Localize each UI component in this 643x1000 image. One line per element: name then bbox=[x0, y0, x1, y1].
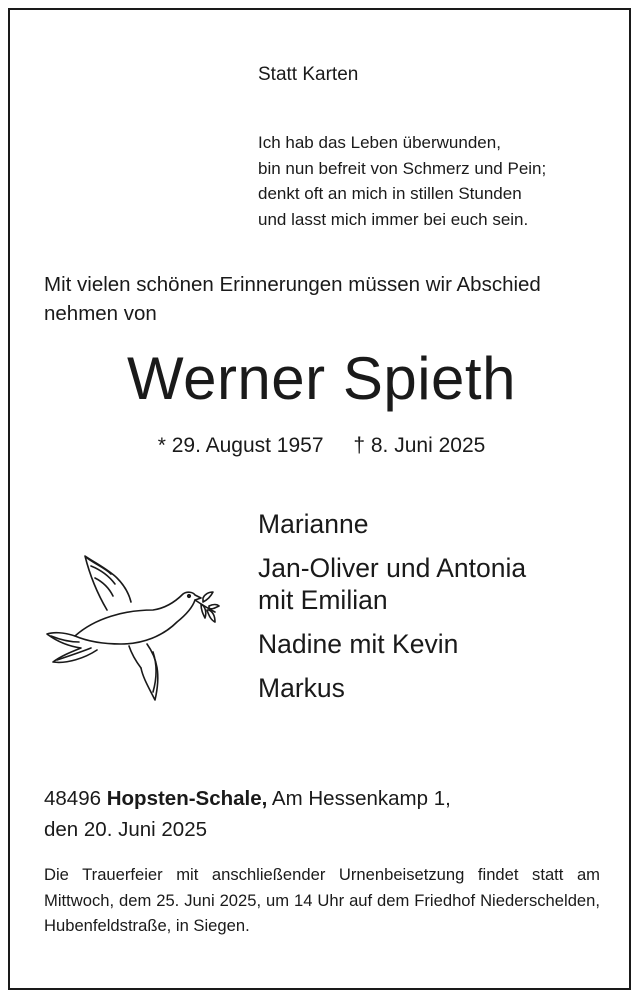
intro-line: Mit vielen schönen Erinnerungen müssen wir Abschied bbox=[44, 273, 541, 296]
date-line: den 20. Juni 2025 bbox=[44, 818, 207, 841]
poem-line: Ich hab das Leben überwunden, bbox=[258, 133, 501, 152]
street-address: Am Hessenkamp 1, bbox=[271, 787, 451, 810]
poem-line: bin nun befreit von Schmerz und Pein; bbox=[258, 158, 547, 178]
dove-with-olive-branch-icon bbox=[45, 548, 220, 708]
intro-line: nehmen von bbox=[44, 302, 157, 325]
mourner-name: Marianne bbox=[258, 509, 369, 539]
address-block bbox=[44, 783, 451, 845]
poem-line: denkt oft an mich in stillen Stunden bbox=[258, 184, 522, 203]
mourner-name: Jan-Oliver und Antonia bbox=[258, 553, 527, 583]
mourner-name: Nadine mit Kevin bbox=[258, 629, 459, 659]
poem bbox=[258, 130, 546, 232]
mourners-list bbox=[258, 508, 526, 704]
mourner-name: Markus bbox=[258, 673, 345, 703]
poem-line: und lasst mich immer bei euch sein. bbox=[258, 209, 529, 229]
mourner-name: mit Emilian bbox=[258, 585, 388, 615]
postal-code: 48496 bbox=[44, 787, 102, 810]
intro-text bbox=[44, 270, 604, 328]
city-name: Hopsten-Schale, bbox=[106, 787, 268, 810]
statt-karten-heading: Statt Karten bbox=[258, 64, 359, 85]
deceased-name: Werner Spieth bbox=[127, 345, 516, 412]
birth-date: * 29. August 1957 bbox=[157, 434, 324, 457]
life-dates bbox=[0, 434, 643, 458]
funeral-service-text: Die Trauerfeier mit anschließender Urnenbeisetzung findet statt am Mittwoch, dem 25. Juni 2025, um 14 Uhr auf dem Friedhof Niederschelden, Hubenfeldstraße, in Siegen. bbox=[44, 865, 600, 935]
death-date: † 8. Juni 2025 bbox=[353, 434, 486, 457]
address-line bbox=[44, 783, 451, 814]
